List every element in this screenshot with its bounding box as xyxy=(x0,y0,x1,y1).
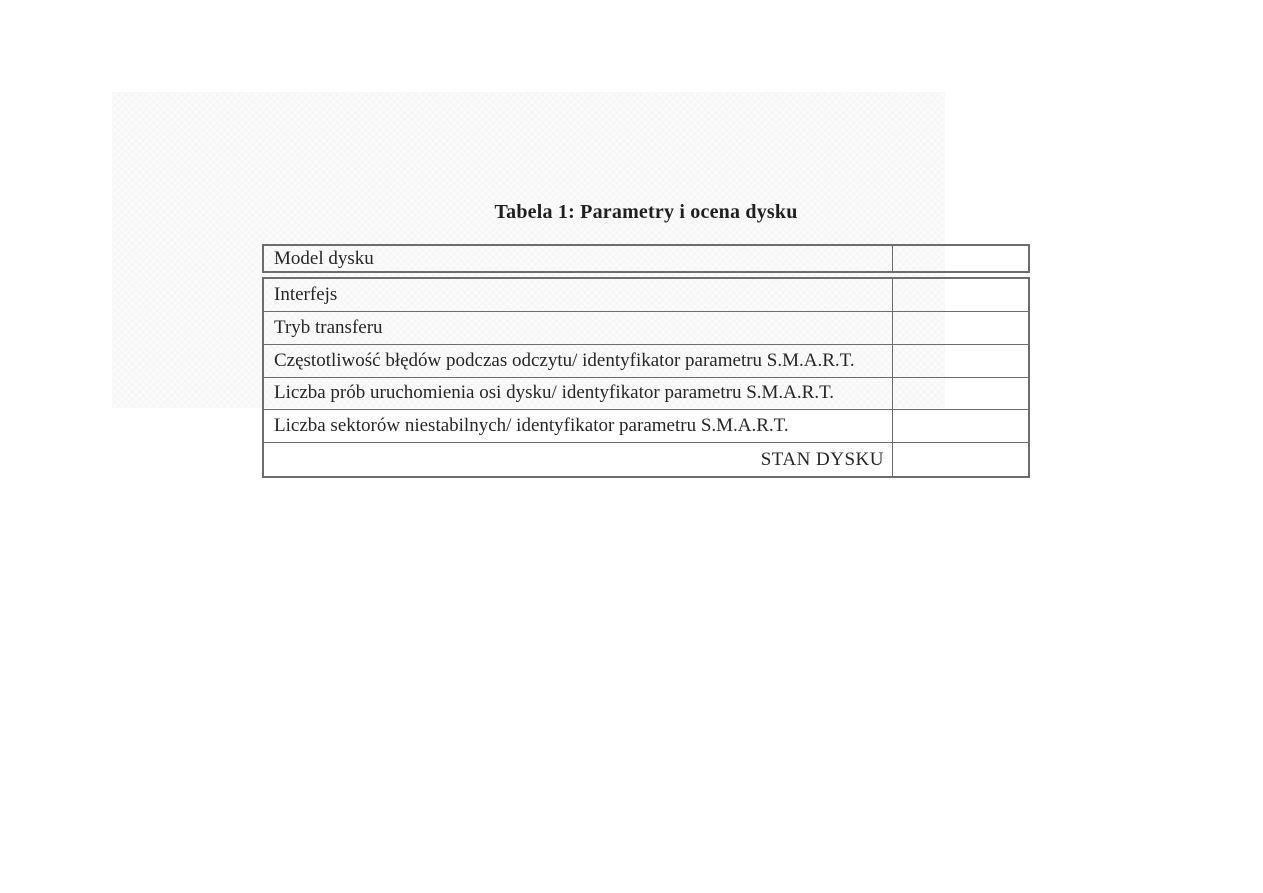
row-label-model-dysku: Model dysku xyxy=(274,247,374,269)
row-value-tryb-transferu xyxy=(892,312,1028,344)
row-label-tryb-transferu: Tryb transferu xyxy=(274,316,383,338)
row-value-stan-dysku xyxy=(892,443,1028,476)
table-caption: Tabela 1: Parametry i ocena dysku xyxy=(494,201,798,223)
row-label-liczba-prob-uruchomienia: Liczba prób uruchomienia osi dysku/ identyfikator parametru S.M.A.R.T. xyxy=(274,382,835,404)
disk-parameters-table-body-block xyxy=(262,277,1030,478)
row-label-interfejs: Interfejs xyxy=(274,283,338,305)
table-row xyxy=(264,378,1028,411)
disk-parameters-table-header-block xyxy=(262,244,1030,273)
row-value-model-dysku xyxy=(892,246,1028,271)
scanned-page-region xyxy=(112,92,945,470)
row-value-liczba-prob-uruchomienia xyxy=(892,378,1028,410)
table-row xyxy=(264,345,1028,378)
row-label-czestotliwosc-bledow: Częstotliwość błędów podczas odczytu/ identyfikator parametru S.M.A.R.T. xyxy=(274,349,855,371)
table-row xyxy=(264,312,1028,345)
row-value-interfejs xyxy=(892,279,1028,311)
table-row xyxy=(264,410,1028,443)
row-value-czestotliwosc-bledow xyxy=(892,345,1028,377)
row-label-stan-dysku: STAN DYSKU xyxy=(760,448,884,470)
row-label-liczba-sektorow-niestabilnych: Liczba sektorów niestabilnych/ identyfikator parametru S.M.A.R.T. xyxy=(274,415,789,437)
table-row xyxy=(264,246,1028,271)
table-row xyxy=(264,443,1028,476)
row-value-liczba-sektorow-niestabilnych xyxy=(892,410,1028,442)
table-row xyxy=(264,279,1028,312)
